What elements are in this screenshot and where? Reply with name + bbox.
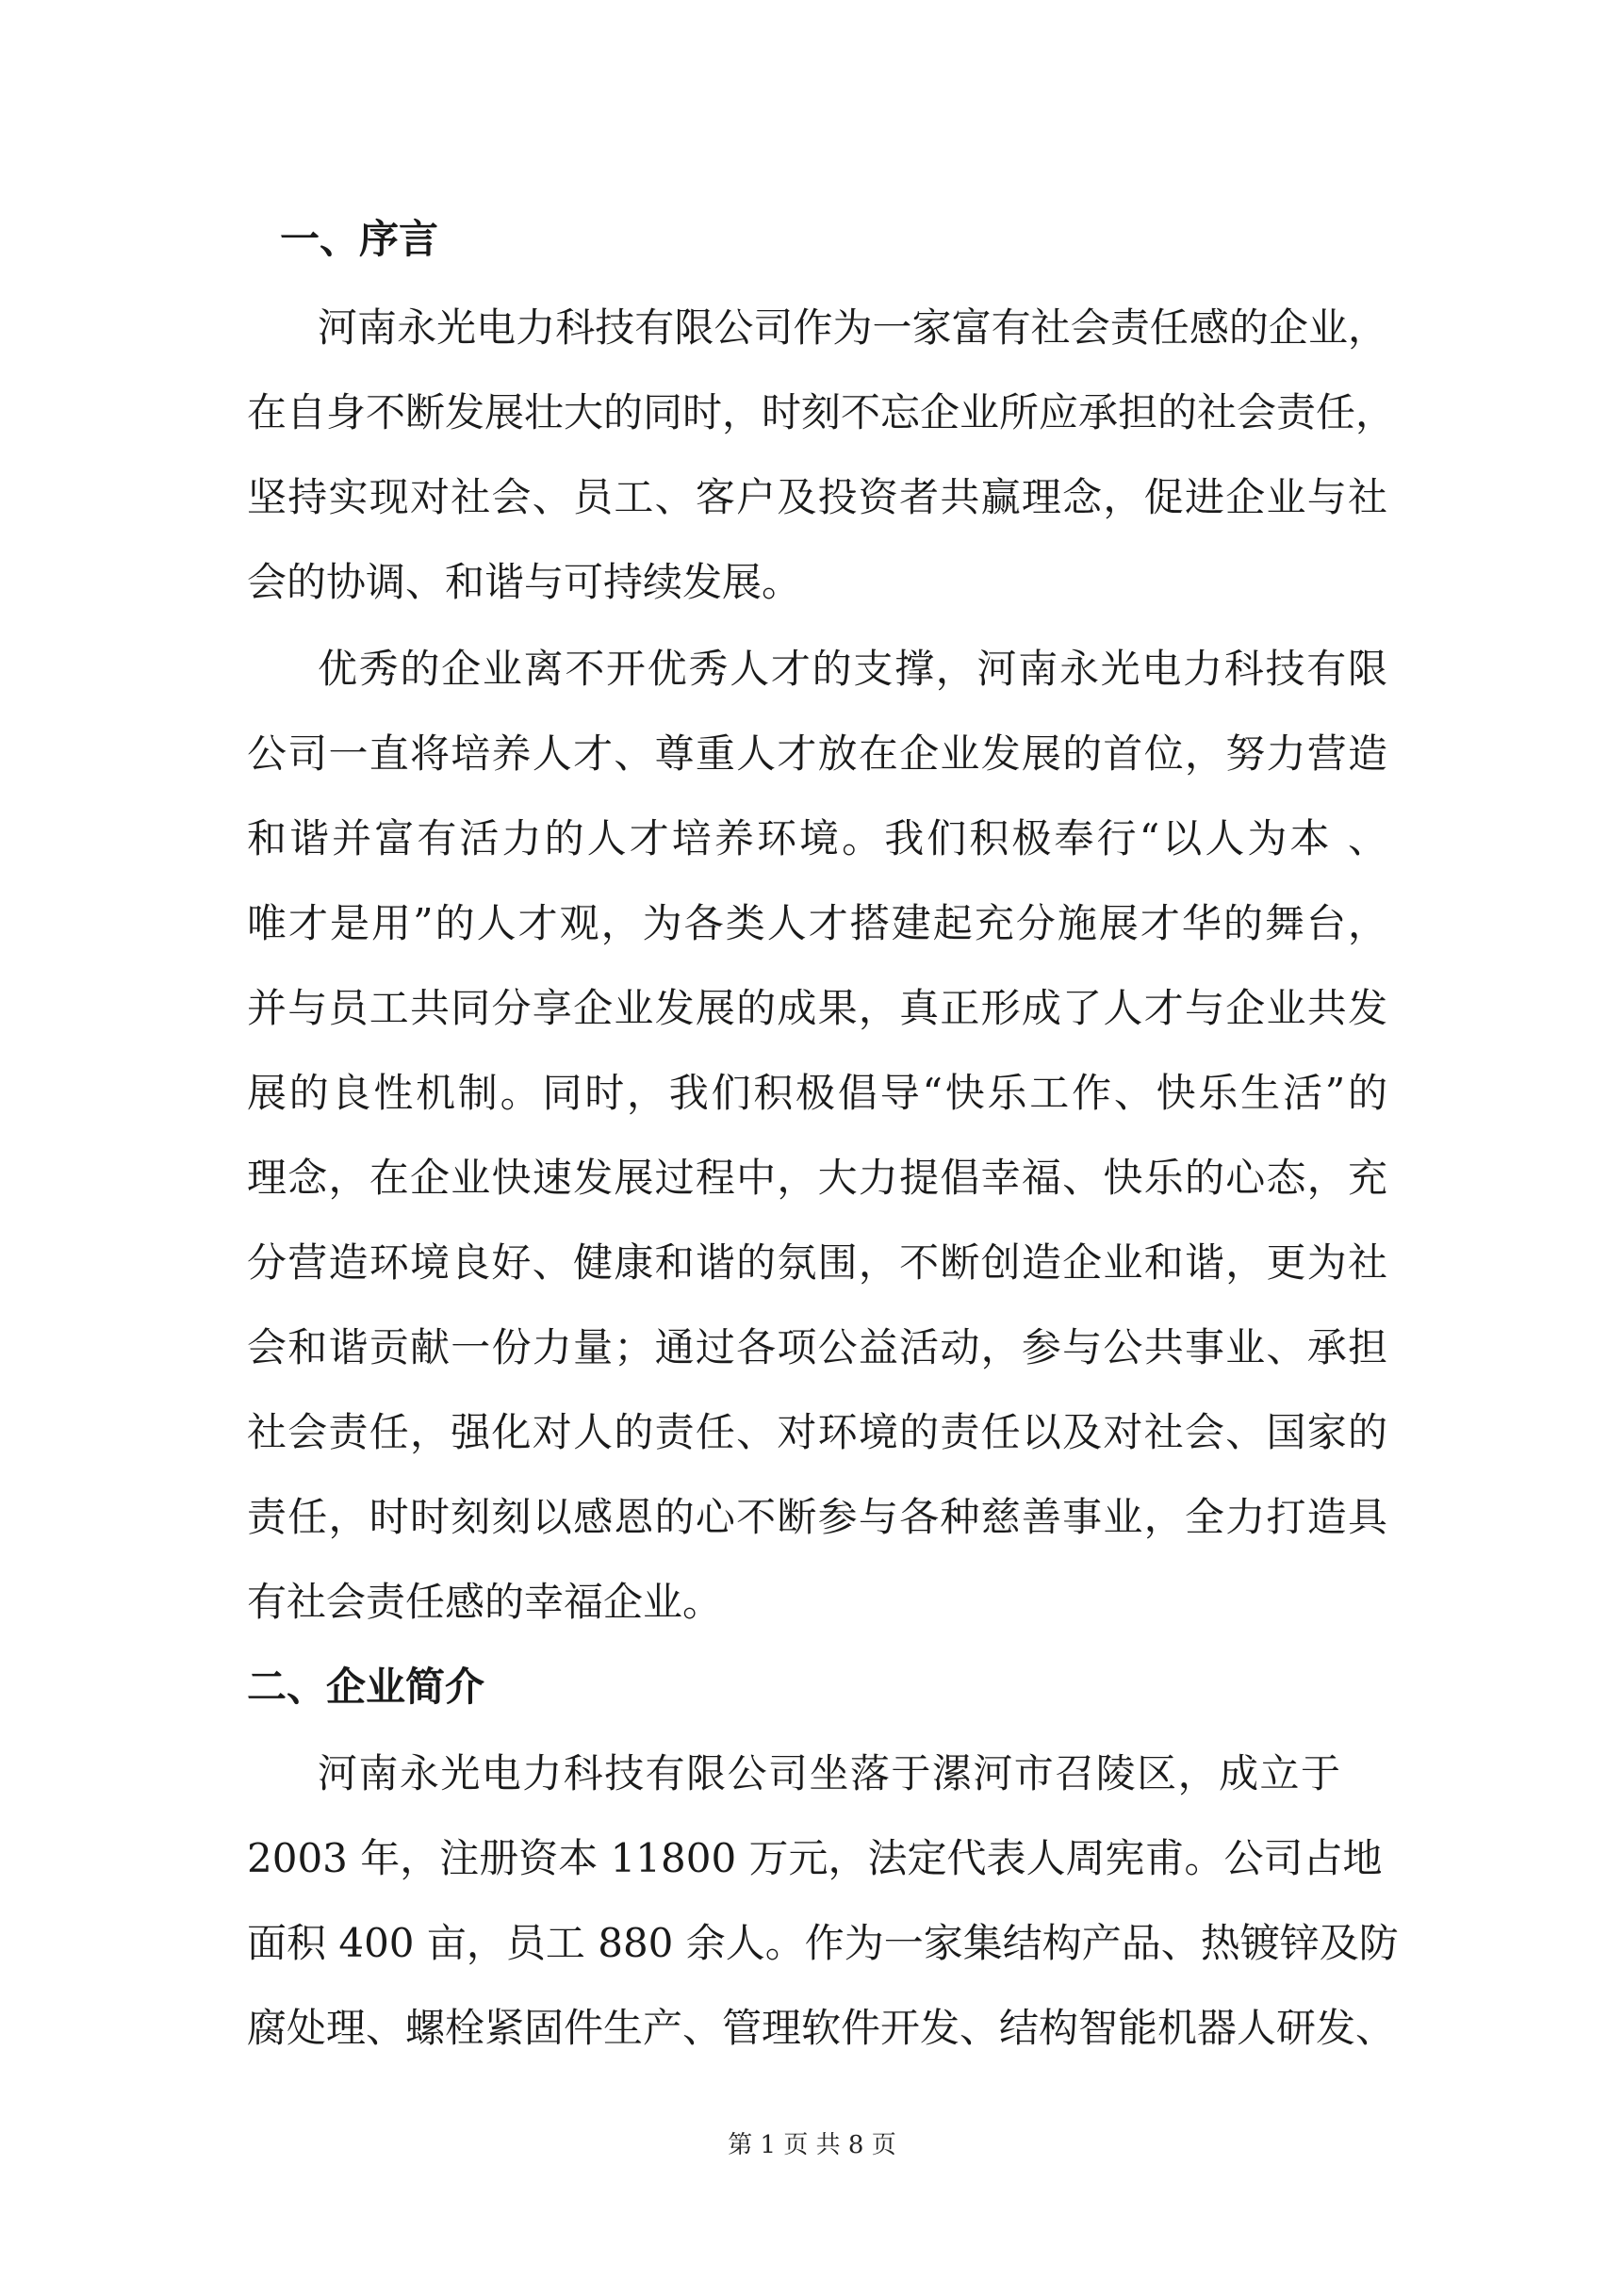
- paragraph-line: 责任，时时刻刻以感恩的心不断参与各种慈善事业，全力打造具: [247, 1494, 1387, 1540]
- section-heading-company-profile: 二、企业简介: [247, 1664, 485, 1710]
- section-heading-preface: 一、序言: [280, 216, 439, 262]
- paragraph-line: 唯才是用”的人才观，为各类人才搭建起充分施展才华的舞台，: [247, 900, 1387, 946]
- paragraph-line: 理念，在企业快速发展过程中，大力提倡幸福、快乐的心态，充: [247, 1155, 1387, 1201]
- paragraph-line: 公司一直将培养人才、尊重人才放在企业发展的首位，努力营造: [247, 730, 1387, 777]
- paragraph-line: 社会责任，强化对人的责任、对环境的责任以及对社会、国家的: [247, 1409, 1387, 1455]
- paragraph-line: 2003 年，注册资本 11800 万元，法定代表人周宪甫。公司占地: [247, 1835, 1383, 1881]
- paragraph-line: 坚持实现对社会、员工、客户及投资者共赢理念，促进企业与社: [247, 474, 1387, 520]
- paragraph-line: 有社会责任感的幸福企业。: [247, 1579, 723, 1625]
- page-number-footer: 第 1 页 共 8 页: [728, 2131, 896, 2159]
- paragraph-line: 并与员工共同分享企业发展的成果，真正形成了人才与企业共发: [247, 985, 1387, 1031]
- paragraph-line: 河南永光电力科技有限公司作为一家富有社会责任感的企业，: [318, 304, 1387, 351]
- paragraph-line: 面积 400 亩，员工 880 余人。作为一家集结构产品、热镀锌及防: [247, 1920, 1399, 1966]
- paragraph-line: 会和谐贡献一份力量；通过各项公益活动，参与公共事业、承担: [247, 1324, 1387, 1370]
- paragraph-line: 和谐并富有活力的人才培养环境。我们积极奉行“以人为本 、: [247, 815, 1387, 861]
- paragraph-line: 腐处理、螺栓紧固件生产、管理软件开发、结构智能机器人研发、: [247, 2005, 1396, 2051]
- paragraph-line: 会的协调、和谐与可持续发展。: [247, 559, 802, 605]
- paragraph-line: 优秀的企业离不开优秀人才的支撑，河南永光电力科技有限: [318, 646, 1387, 692]
- paragraph-line: 在自身不断发展壮大的同时，时刻不忘企业所应承担的社会责任，: [247, 389, 1396, 435]
- paragraph-line: 河南永光电力科技有限公司坐落于漯河市召陵区，成立于: [318, 1750, 1340, 1796]
- paragraph-line: 分营造环境良好、健康和谐的氛围，不断创造企业和谐，更为社: [247, 1239, 1387, 1286]
- paragraph-line: 展的良性机制。同时，我们积极倡导“快乐工作、快乐生活”的: [247, 1070, 1387, 1116]
